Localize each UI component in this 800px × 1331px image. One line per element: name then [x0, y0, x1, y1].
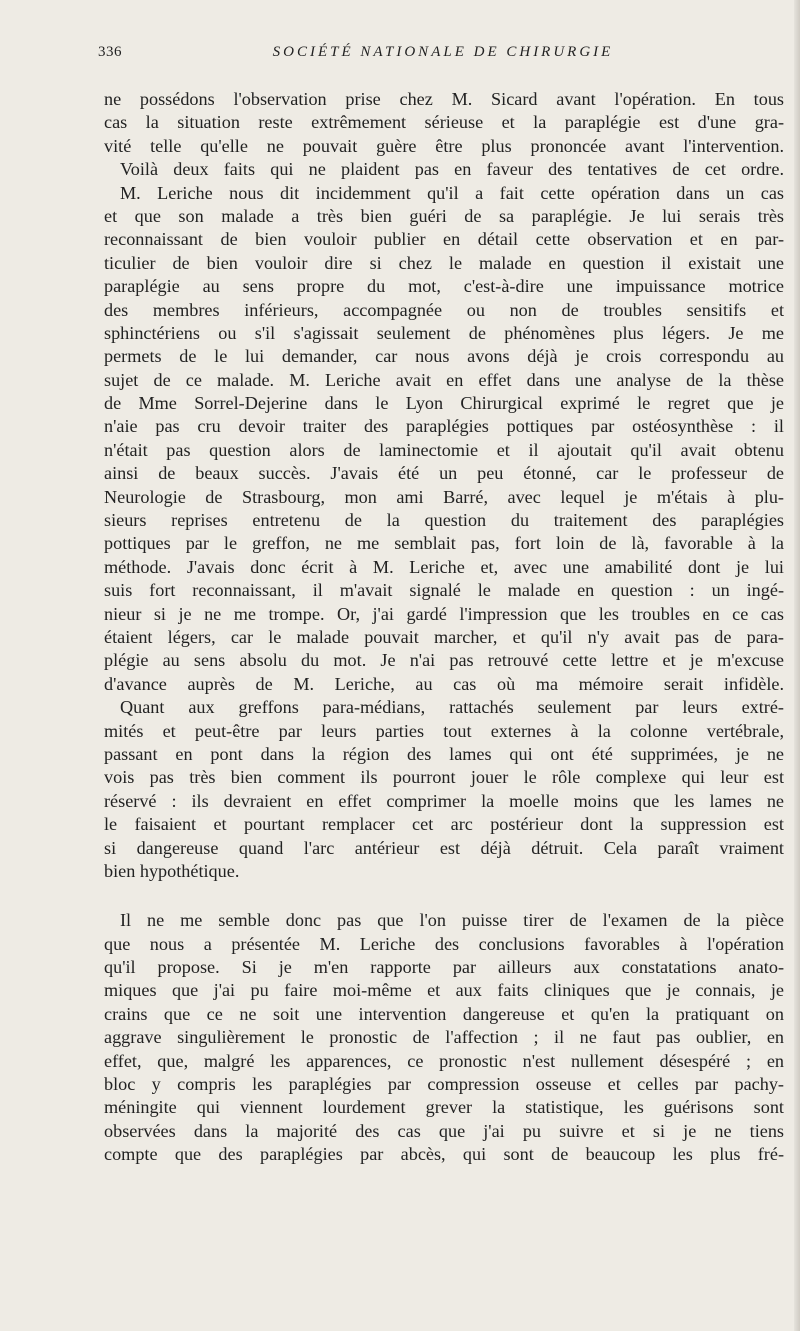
paragraph-gap	[104, 883, 784, 909]
page-header	[98, 44, 788, 68]
text-line: sujet de ce malade. M. Leriche avait en effet dans une analyse de la thèse	[104, 369, 784, 390]
text-line: cas la situation reste extrêmement sérieuse et la paraplégie est d'une gra-	[104, 112, 784, 133]
paragraph-4	[104, 696, 784, 883]
text-line: observées dans la majorité des cas que j'ai pu suivre et si je ne tiens	[104, 1120, 784, 1141]
text-line: compte que des paraplégies par abcès, qui sont de beaucoup les plus fré-	[104, 1144, 784, 1165]
paragraph-5	[104, 909, 784, 1166]
text-line: vois pas très bien comment ils pourront jouer le rôle complexe qui leur est	[104, 767, 784, 788]
text-line: reconnaissant de bien vouloir publier en détail cette observation et en par-	[104, 229, 784, 250]
text-line: Quant aux greffons para-médians, rattachés seulement par leurs extré-	[120, 697, 784, 718]
text-line: de Mme Sorrel-Dejerine dans le Lyon Chirurgical exprimé le regret que je	[104, 393, 784, 414]
text-line: paraplégie au sens propre du mot, c'est-à-dire une impuissance motrice	[104, 276, 784, 297]
paragraph-3	[104, 182, 784, 697]
page-edge	[794, 0, 800, 1331]
text-line: sphinctériens ou s'il s'agissait seulement de phénomènes plus légers. Je me	[104, 322, 784, 343]
text-line: méningite qui viennent lourdement grever la statistique, les guérisons sont	[104, 1097, 784, 1118]
text-line: crains que ce ne soit une intervention dangereuse et qu'en la pratiquant on	[104, 1003, 784, 1024]
text-line: mités et peut-être par leurs parties tout externes à la colonne vertébrale,	[104, 720, 784, 741]
text-line: vité telle qu'elle ne pouvait guère être plus prononcée avant l'intervention.	[104, 135, 784, 156]
text-line: sieurs reprises entretenu de la question du traitement des paraplégies	[104, 510, 784, 531]
text-line: permets de le lui demander, car nous avons déjà je crois correspondu au	[104, 346, 784, 367]
text-line: le faisaient et pourtant remplacer cet arc postérieur dont la suppression est	[104, 814, 784, 835]
text-line: passant en pont dans la région des lames qui ont été supprimées, je ne	[104, 743, 784, 764]
text-line: Voilà deux faits qui ne plaident pas en faveur des tentatives de cet ordre.	[120, 159, 784, 180]
text-line: d'avance auprès de M. Leriche, au cas où ma mémoire serait infidèle.	[104, 673, 784, 694]
page-number: 336	[98, 44, 122, 60]
text-line: ne possédons l'observation prise chez M. Sicard avant l'opération. En tous	[104, 89, 784, 109]
text-line: et que son malade a très bien guéri de sa paraplégie. Je lui serais très	[104, 205, 784, 226]
text-line: méthode. J'avais donc écrit à M. Leriche et, avec une amabilité dont je lui	[104, 556, 784, 577]
text-line: nieur si je ne me trompe. Or, j'ai gardé l'impression que les troubles en ce cas	[104, 603, 784, 624]
text-line: étaient légers, car le malade pouvait marcher, et qu'il n'y avait pas de para-	[104, 626, 784, 647]
paragraph-1	[104, 88, 784, 158]
body-text	[104, 88, 784, 1167]
text-line: miques que j'ai pu faire moi-même et aux faits cliniques que je connais, je	[104, 980, 784, 1001]
text-line: plégie au sens absolu du mot. Je n'ai pas retrouvé cette lettre et je m'excuse	[104, 650, 784, 671]
text-line: effet, que, malgré les apparences, ce pronostic n'est nullement désespéré ; en	[104, 1050, 784, 1071]
text-line: M. Leriche nous dit incidemment qu'il a fait cette opération dans un cas	[120, 182, 784, 203]
text-line: pottiques par le greffon, ne me semblait pas, fort loin de là, favorable à la	[104, 533, 784, 554]
text-line: ticulier de bien vouloir dire si chez le malade en question il existait une	[104, 252, 784, 273]
text-line: suis fort reconnaissant, il m'avait signalé le malade en question : un ingé-	[104, 580, 784, 601]
text-line: si dangereuse quand l'arc antérieur est déjà détruit. Cela paraît vraiment	[104, 837, 784, 858]
text-line: bien hypothétique.	[104, 860, 240, 881]
text-line: ainsi de beaux succès. J'avais été un peu étonné, car le professeur de	[104, 463, 784, 484]
text-line: Il ne me semble donc pas que l'on puisse tirer de l'examen de la pièce	[120, 910, 784, 931]
running-title: SOCIÉTÉ NATIONALE DE CHIRURGIE	[272, 44, 614, 60]
text-line: des membres inférieurs, accompagnée ou non de troubles sensitifs et	[104, 299, 784, 320]
paragraph-2	[104, 158, 784, 181]
text-line: que nous a présentée M. Leriche des conclusions favorables à l'opération	[104, 933, 784, 954]
text-line: n'aie pas cru devoir traiter des paraplégies pottiques par ostéosynthèse : il	[104, 416, 784, 437]
text-line: n'était pas question alors de laminectomie et il ajoutait qu'il avait obtenu	[104, 439, 784, 460]
text-line: Neurologie de Strasbourg, mon ami Barré, avec lequel je m'étais à plu-	[104, 486, 784, 507]
text-line: réservé : ils devraient en effet comprimer la moelle moins que les lames ne	[104, 790, 784, 811]
text-line: aggrave singulièrement le pronostic de l'affection ; il ne faut pas oublier, en	[104, 1027, 784, 1048]
text-line: bloc y compris les paraplégies par compression osseuse et celles par pachy-	[104, 1074, 784, 1095]
text-line: qu'il propose. Si je m'en rapporte par ailleurs aux constatations anato-	[104, 957, 784, 978]
